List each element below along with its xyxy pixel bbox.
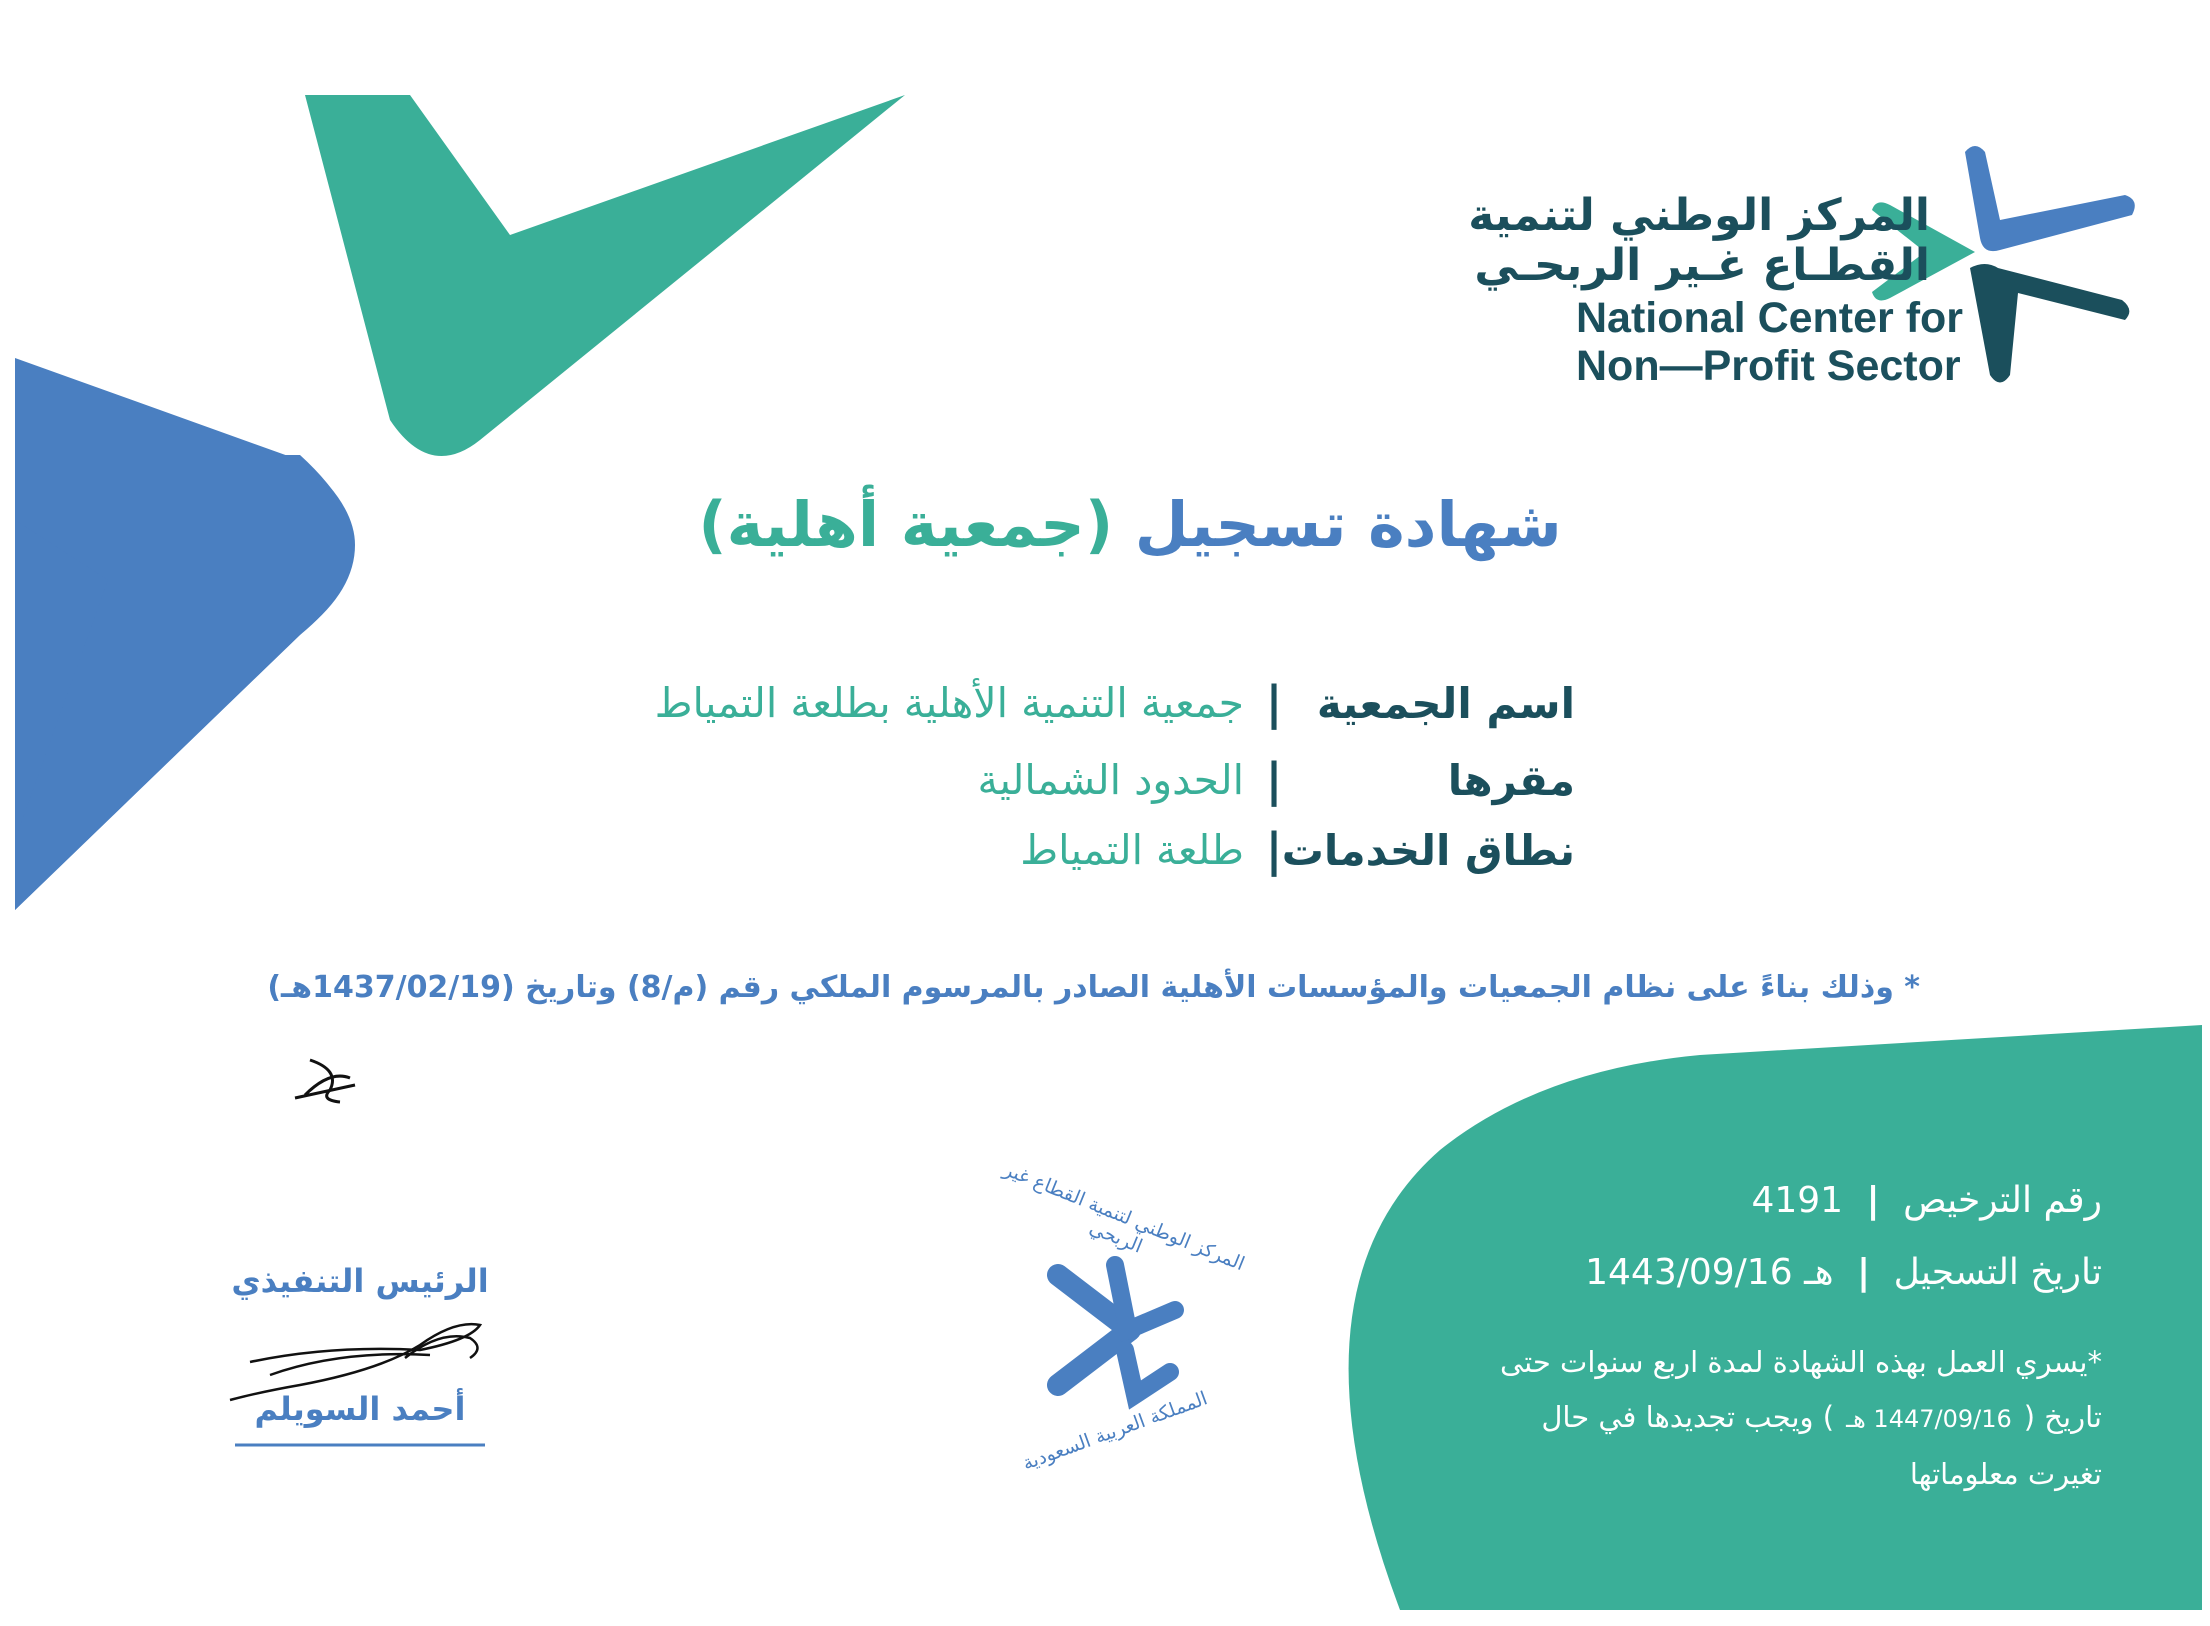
info-row-name: [540, 668, 1575, 738]
signature-scribble: [230, 1324, 480, 1400]
validity-line-2: [1382, 1390, 2102, 1447]
info-value: طلعة التمياط: [1020, 826, 1244, 874]
official-stamp: [1058, 1265, 1175, 1395]
initials-mark: [295, 1060, 355, 1102]
logo-english-line-2: Non—Profit Sector: [1576, 342, 1961, 390]
registration-date-label: تاريخ التسجيل: [1893, 1251, 2102, 1293]
info-separator: |: [1265, 676, 1283, 730]
info-label: اسم الجمعية: [1316, 678, 1575, 728]
info-separator: |: [1265, 823, 1283, 877]
info-label: نطاق الخدمات: [1281, 825, 1575, 875]
validity-date: 1447/09/16 هـ: [1846, 1405, 2012, 1433]
stamp-ring-bottom: المملكة العربية السعودية: [1019, 1387, 1211, 1475]
validity-line-2-after: ) ويجب تجديدها في حال: [1541, 1400, 1835, 1434]
signatory-title: الرئيس التنفيذي: [231, 1262, 489, 1300]
title-sub: (جمعية أهلية): [698, 488, 1114, 561]
license-number-label: رقم الترخيص: [1903, 1179, 2102, 1221]
info-row-scope: [540, 815, 1575, 885]
info-value: الحدود الشمالية: [977, 756, 1244, 804]
license-separator: |: [1866, 1179, 1880, 1221]
validity-line-1: *يسري العمل بهذه الشهادة لمدة اربع سنوات حتى: [1499, 1345, 2102, 1379]
validity-line-3: تغيرت معلوماتها: [1909, 1457, 2102, 1491]
validity-line-2-before: تاريخ (: [2023, 1400, 2102, 1434]
decree-note: * وذلك بناءً على نظام الجمعيات والمؤسسات الأهلية الصادر بالمرسوم الملكي رقم (م/8) وتاريخ (1437/02/19هـ): [267, 970, 1920, 1005]
stamp-ring-top: المركز الوطني لتنمية القطاع غير الربحي: [1000, 1158, 1248, 1276]
validity-note: [1382, 1335, 2102, 1502]
signatory-name: أحمد السويلم: [254, 1390, 466, 1428]
info-value: جمعية التنمية الأهلية بطلعة التمياط: [654, 679, 1244, 727]
info-separator: |: [1265, 753, 1283, 807]
license-number-row: [1402, 1170, 2102, 1230]
logo-arabic-line-1: المركز الوطني لتنمية: [1468, 190, 1930, 241]
license-separator: |: [1857, 1251, 1871, 1293]
info-row-hq: [540, 745, 1575, 815]
teal-check-shape: [305, 95, 905, 456]
logo-english-line-1: National Center for: [1576, 294, 1964, 342]
info-label: مقرها: [1447, 755, 1575, 805]
license-number-value: 4191: [1751, 1179, 1844, 1221]
title-main: شهادة تسجيل: [1134, 488, 1562, 561]
logo-arabic-line-2: القطـاع غـير الربحـي: [1474, 240, 1930, 291]
certificate-title: [620, 488, 1640, 561]
teal-panel-shape: [1349, 1025, 2202, 1610]
registration-date-value: هـ 1443/09/16: [1585, 1251, 1834, 1293]
registration-date-row: [1402, 1242, 2102, 1302]
